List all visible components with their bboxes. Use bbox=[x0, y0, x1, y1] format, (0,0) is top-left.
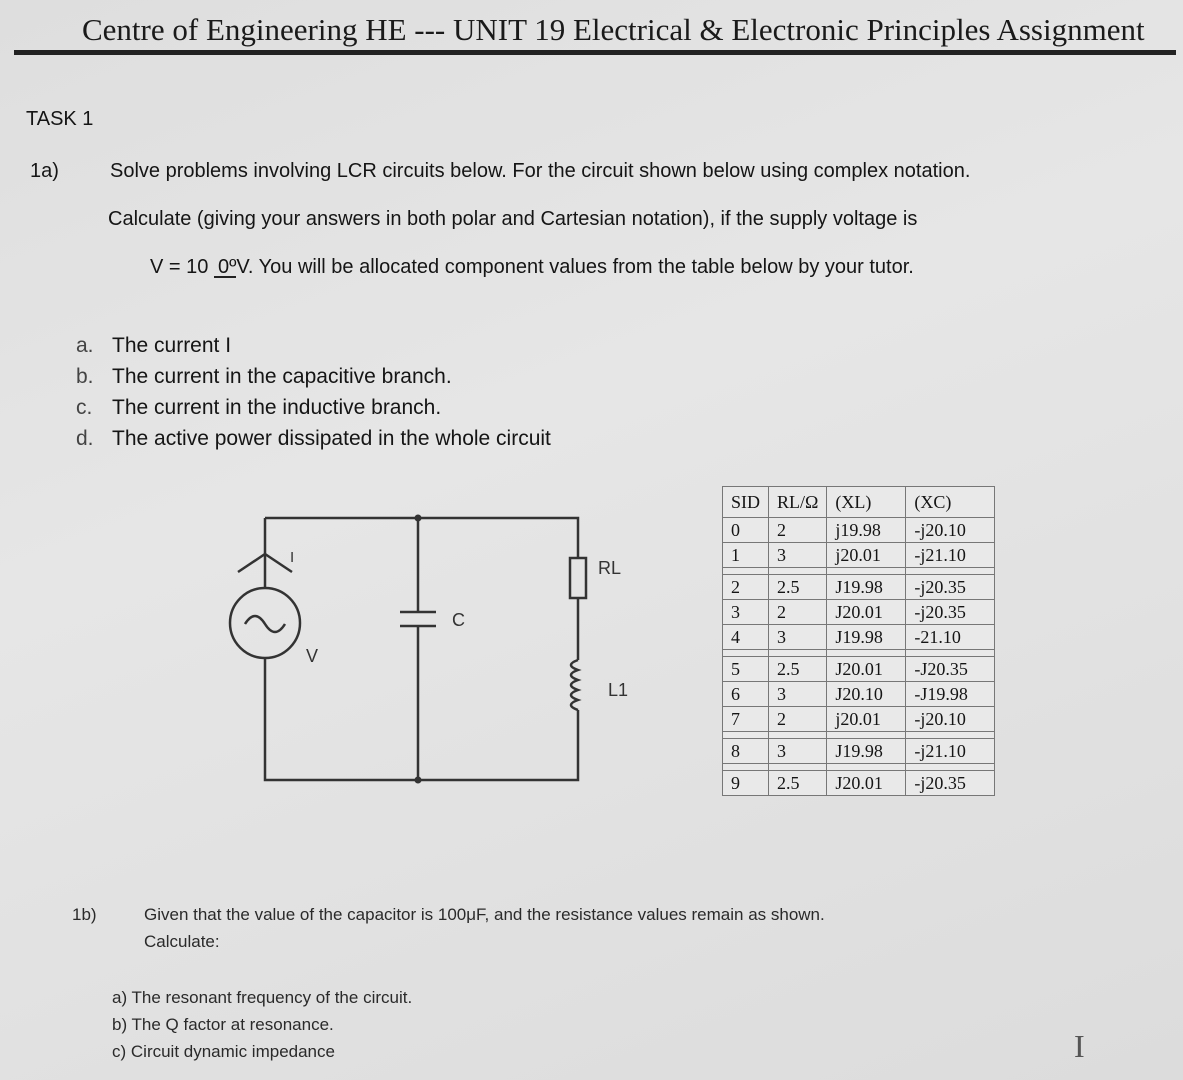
table-gap-cell bbox=[906, 568, 995, 575]
current-label: I bbox=[290, 549, 295, 566]
table-gap-cell bbox=[723, 732, 769, 739]
table-row bbox=[723, 575, 995, 600]
list-item: c. The current in the inductive branch. bbox=[76, 396, 442, 419]
table-gap-cell bbox=[906, 650, 995, 657]
table-gap-cell bbox=[906, 732, 995, 739]
table-row bbox=[723, 707, 995, 732]
question-1a-line2: Calculate (giving your answers in both polar and Cartesian notation), if the supply voltage is bbox=[108, 208, 918, 230]
table-gap-cell bbox=[723, 764, 769, 771]
supply-voltage-magnitude: V = 10 bbox=[150, 256, 209, 278]
table-cell: 2 bbox=[723, 575, 769, 600]
table-cell: 2 bbox=[769, 518, 827, 543]
table-group-gap bbox=[723, 764, 995, 771]
table-cell: -j20.35 bbox=[906, 575, 995, 600]
inductor-label: L1 bbox=[608, 680, 629, 700]
question-1b-part-b: b) The Q factor at resonance. bbox=[112, 1015, 334, 1034]
header-xc: (XC) bbox=[906, 487, 995, 518]
table-cell: 3 bbox=[723, 600, 769, 625]
resistor-symbol bbox=[570, 558, 586, 598]
table-row bbox=[723, 600, 995, 625]
table-gap-cell bbox=[827, 764, 906, 771]
table-cell: -J20.35 bbox=[906, 657, 995, 682]
table-cell: -21.10 bbox=[906, 625, 995, 650]
table-cell: J19.98 bbox=[827, 739, 906, 764]
header-rl: RL/Ω bbox=[769, 487, 827, 518]
table-group-gap bbox=[723, 568, 995, 575]
table-cell: 2 bbox=[769, 707, 827, 732]
question-1a-number: 1a) bbox=[30, 160, 59, 182]
table-row bbox=[723, 739, 995, 764]
question-1b-part-a: a) The resonant frequency of the circuit. bbox=[112, 988, 413, 1007]
table-cell: 9 bbox=[723, 771, 769, 796]
question-1b-line1: Given that the value of the capacitor is 100μF, and the resistance values remain as shown. bbox=[144, 905, 825, 924]
question-1a-line3 bbox=[150, 256, 914, 279]
table-row bbox=[723, 543, 995, 568]
table-cell: 5 bbox=[723, 657, 769, 682]
supply-voltage-angle: 0º bbox=[214, 258, 236, 278]
list-item: d. The active power dissipated in the whole circuit bbox=[76, 427, 551, 450]
list-item: b. The current in the capacitive branch. bbox=[76, 365, 452, 388]
question-1a-line1: Solve problems involving LCR circuits below. For the circuit shown below using complex notation. bbox=[110, 160, 971, 182]
table-cell: 1 bbox=[723, 543, 769, 568]
table-cell: 2 bbox=[769, 600, 827, 625]
table-gap-cell bbox=[769, 764, 827, 771]
table-cell: -J19.98 bbox=[906, 682, 995, 707]
table-cell: j20.01 bbox=[827, 543, 906, 568]
table-header-row bbox=[723, 487, 995, 518]
table-row bbox=[723, 682, 995, 707]
question-1b-number: 1b) bbox=[72, 905, 97, 924]
question-1b-line2: Calculate: bbox=[144, 932, 220, 951]
voltage-label: V bbox=[306, 646, 319, 666]
table-group-gap bbox=[723, 650, 995, 657]
table-cell: J20.01 bbox=[827, 600, 906, 625]
table-cell: 3 bbox=[769, 739, 827, 764]
table-cell: j20.01 bbox=[827, 707, 906, 732]
table-gap-cell bbox=[723, 568, 769, 575]
header-xl: (XL) bbox=[827, 487, 906, 518]
table-cell: 3 bbox=[769, 543, 827, 568]
capacitor-label: C bbox=[452, 610, 465, 630]
table-row bbox=[723, 625, 995, 650]
table-cell: -j20.35 bbox=[906, 771, 995, 796]
table-cell: 8 bbox=[723, 739, 769, 764]
table-cell: -j20.10 bbox=[906, 518, 995, 543]
table-cell: 2.5 bbox=[769, 771, 827, 796]
table-cell: -j21.10 bbox=[906, 739, 995, 764]
table-gap-cell bbox=[769, 732, 827, 739]
table-cell: 3 bbox=[769, 682, 827, 707]
table-row bbox=[723, 518, 995, 543]
inductor-symbol bbox=[571, 660, 578, 710]
table-cell: -j20.10 bbox=[906, 707, 995, 732]
table-gap-cell bbox=[769, 568, 827, 575]
table-cell: J19.98 bbox=[827, 575, 906, 600]
table-cell: 2.5 bbox=[769, 575, 827, 600]
table-gap-cell bbox=[827, 732, 906, 739]
table-row bbox=[723, 657, 995, 682]
table-gap-cell bbox=[769, 650, 827, 657]
table-cell: -j21.10 bbox=[906, 543, 995, 568]
header-rule bbox=[14, 50, 1176, 55]
table-gap-cell bbox=[827, 568, 906, 575]
table-cell: J20.10 bbox=[827, 682, 906, 707]
table-cell: J19.98 bbox=[827, 625, 906, 650]
table-cell: J20.01 bbox=[827, 657, 906, 682]
question-1a-line3-rest: V. You will be allocated component values from the table below by your tutor. bbox=[236, 256, 914, 278]
table-cell: -j20.35 bbox=[906, 600, 995, 625]
table-cell: j19.98 bbox=[827, 518, 906, 543]
question-1a-parts bbox=[76, 330, 551, 454]
component-values-table bbox=[722, 486, 995, 796]
list-item: a. The current I bbox=[76, 334, 232, 357]
header-sid: SID bbox=[723, 487, 769, 518]
table-cell: 6 bbox=[723, 682, 769, 707]
table-row bbox=[723, 771, 995, 796]
document-title: Centre of Engineering HE --- UNIT 19 Electrical & Electronic Principles Assignment bbox=[82, 12, 1145, 47]
text-cursor-icon: I bbox=[1074, 1028, 1085, 1064]
table-cell: J20.01 bbox=[827, 771, 906, 796]
table-cell: 0 bbox=[723, 518, 769, 543]
table-cell: 3 bbox=[769, 625, 827, 650]
table-cell: 4 bbox=[723, 625, 769, 650]
table-gap-cell bbox=[906, 764, 995, 771]
table-gap-cell bbox=[827, 650, 906, 657]
question-1b-part-c: c) Circuit dynamic impedance bbox=[112, 1042, 335, 1061]
table-cell: 2.5 bbox=[769, 657, 827, 682]
table-cell: 7 bbox=[723, 707, 769, 732]
table-gap-cell bbox=[723, 650, 769, 657]
table-group-gap bbox=[723, 732, 995, 739]
resistor-label: RL bbox=[598, 558, 622, 578]
circuit-diagram bbox=[210, 500, 670, 800]
task-label: TASK 1 bbox=[26, 108, 94, 130]
